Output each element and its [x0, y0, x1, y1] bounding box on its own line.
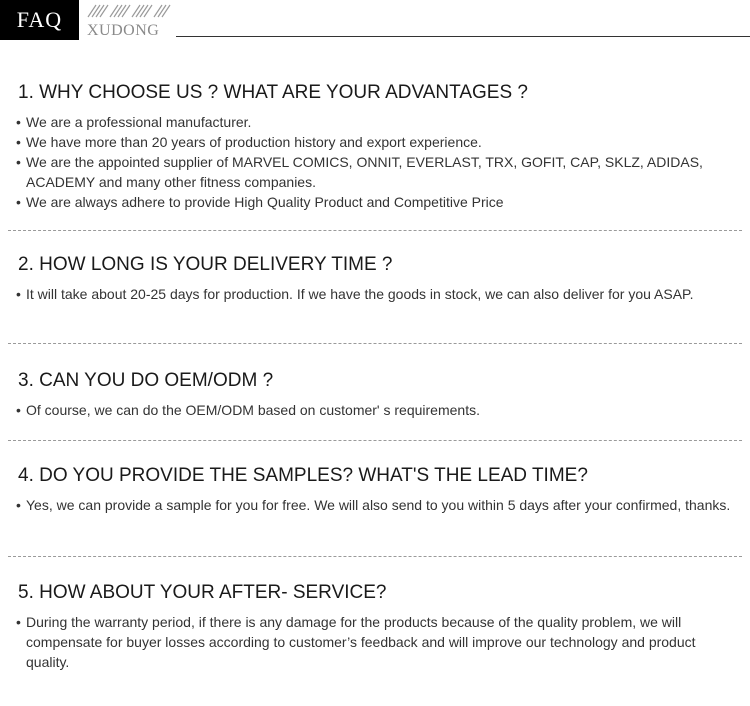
answer-item [16, 400, 736, 420]
bullet-icon: • [16, 154, 21, 170]
answer-text: Of course, we can do the OEM/ODM based on customer' s requirements. [26, 402, 480, 418]
answer-item [16, 112, 736, 132]
dashed-divider [8, 440, 742, 441]
question-title: 3. CAN YOU DO OEM/ODM ? [18, 370, 274, 391]
question-title: 1. WHY CHOOSE US ? WHAT ARE YOUR ADVANTAGES ? [18, 82, 528, 103]
dashed-divider [8, 343, 742, 344]
brand-logo [86, 4, 176, 38]
answer-list [16, 612, 736, 672]
bullet-icon: • [16, 286, 21, 302]
bullet-icon: • [16, 614, 21, 630]
answer-item [16, 495, 736, 515]
bullet-icon: • [16, 134, 21, 150]
dashed-divider [8, 556, 742, 557]
answer-text: We have more than 20 years of production history and export experience. [26, 134, 482, 150]
bullet-icon: • [16, 497, 21, 513]
answer-item [16, 284, 736, 304]
question-title: 5. HOW ABOUT YOUR AFTER- SERVICE? [18, 582, 387, 603]
answer-item [16, 132, 736, 152]
answer-text: It will take about 20-25 days for production. If we have the goods in stock, we can also deliver for you ASAP. [26, 286, 694, 302]
answer-text: Yes, we can provide a sample for you for free. We will also send to you within 5 days after your confirmed, thanks. [26, 497, 731, 513]
answer-list [16, 284, 736, 304]
bullet-icon: • [16, 114, 21, 130]
dashed-divider [8, 230, 742, 231]
answer-item [16, 152, 736, 192]
faq-badge: FAQ [0, 0, 79, 40]
answer-text: We are the appointed supplier of MARVEL COMICS, ONNIT, EVERLAST, TRX, GOFIT, CAP, SKLZ, ADIDAS, ACADEMY and many other fitness companies. [26, 154, 703, 190]
answer-text: We are always adhere to provide High Quality Product and Competitive Price [26, 194, 504, 210]
answer-item [16, 192, 736, 212]
diagonal-stripes-icon [86, 4, 172, 18]
page-header [0, 0, 750, 40]
bullet-icon: • [16, 194, 21, 210]
bullet-icon: • [16, 402, 21, 418]
question-title: 2. HOW LONG IS YOUR DELIVERY TIME ? [18, 254, 393, 275]
answer-list [16, 112, 736, 212]
answer-text: During the warranty period, if there is any damage for the products because of the quality problem, we will compensate for buyer losses according to customer’s feedback and will improve our technology and product quality. [26, 614, 696, 670]
answer-item [16, 612, 736, 672]
header-rule [176, 36, 750, 37]
question-title: 4. DO YOU PROVIDE THE SAMPLES? WHAT'S THE LEAD TIME? [18, 465, 588, 486]
answer-list [16, 495, 736, 515]
brand-name: XUDONG [87, 22, 160, 39]
answer-list [16, 400, 736, 420]
answer-text: We are a professional manufacturer. [26, 114, 252, 130]
